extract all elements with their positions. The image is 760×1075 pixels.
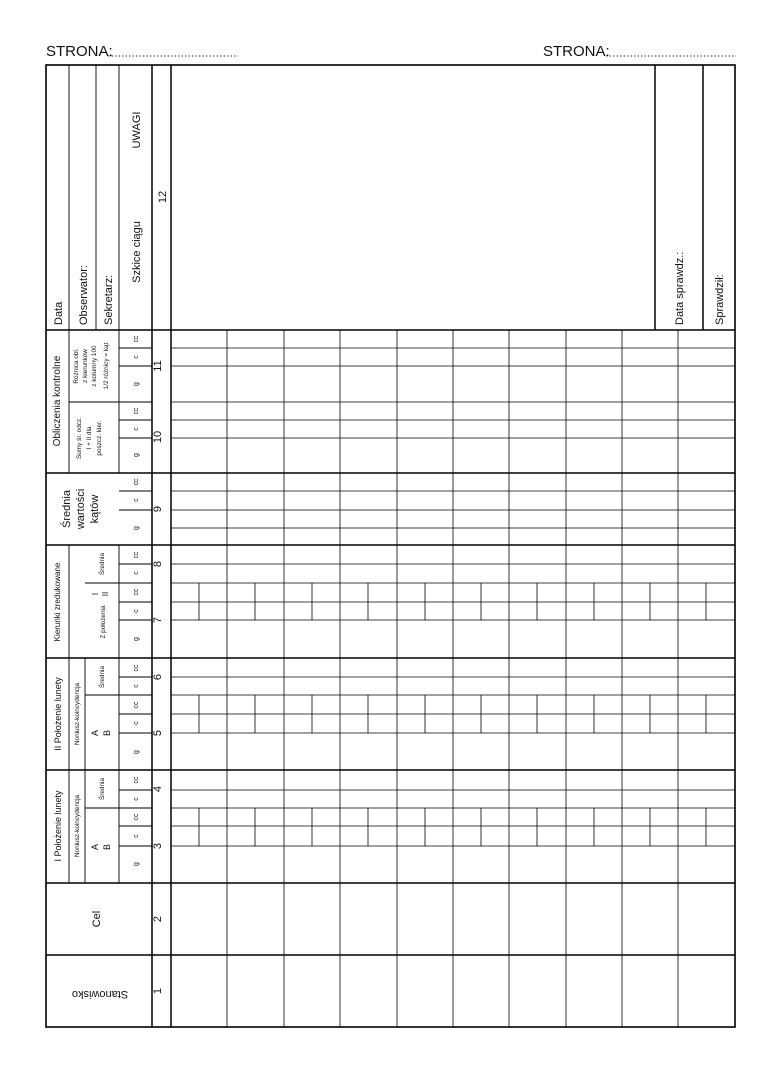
col-7-number: 7 [152,616,164,624]
col-12-number: 12 [157,190,169,204]
col-11-label-line-3: z kolumny 100 [91,345,98,387]
row-dividers [227,330,678,1027]
col-4-unit-cc: cc [133,776,140,784]
col-6-unit-cc: cc [133,664,140,672]
col-5-unit-c: c [133,721,140,725]
col-7-unit-c: c [133,609,140,613]
group-ii-title: II Położenie lunety [53,677,63,751]
col-10-label-line-1: Sumy śr. odcz. [76,417,83,459]
col-10-label-line-3: poszcz. kier. [96,420,103,456]
col-5-label-a: A [90,729,100,737]
group-reduced-title: Kierunki zredukowane [53,562,62,642]
col-9-label-line-1: Średnia [61,490,73,528]
col-4-number: 4 [152,785,164,793]
col-5-unit-cc: cc [133,701,140,709]
secretary-label: Sekretarz: [103,274,115,325]
col-8-unit-cc: cc [133,551,140,559]
col-11-number: 11 [152,360,164,372]
col-2-number: 2 [152,915,164,923]
col-3-label-b: B [102,843,112,851]
col-4-label: Średnia [99,777,106,801]
group-i-title: I Położenie lunety [53,790,63,862]
col-10-unit-c: c [133,427,140,431]
col-9-unit-c: c [133,498,140,502]
reading-split-ticks [199,583,706,846]
col-9-number: 9 [152,505,164,513]
col-9-label-line-3: kątów [89,494,101,524]
col-8-label: Średnia [99,552,106,576]
col-11-unit-c: c [133,355,140,359]
col-9-unit-cc: cc [133,478,140,486]
group-ii-subtitle: Noniusz-koincydencja [74,682,81,746]
col-7-label-from-position: Z położenia [100,605,107,639]
group-i-subtitle: Noniusz-koincydencja [74,794,81,858]
col-1-number: 1 [152,987,164,995]
col-3-label-a: A [90,843,100,851]
col-4-unit-c: c [133,797,140,801]
checked-by-label: Sprawdził: [714,274,726,325]
col-6-label: Średnia [99,665,106,689]
observer-label: Obserwator: [78,265,90,325]
col-6-unit-c: c [133,684,140,688]
col-7-unit-cc: cc [133,588,140,596]
col-3-unit-g: g [133,862,140,866]
right-page-label: STRONA: [543,43,610,60]
col-7-label-i: I [91,592,100,596]
col-8-number: 8 [152,560,164,568]
sketch-label: Szkice ciągu [131,221,143,283]
col-3-number: 3 [152,842,164,850]
col-9-label-line-2: wartości [75,488,87,530]
col-10-unit-cc: cc [133,407,140,415]
col-3-unit-c: c [133,834,140,838]
col-8-unit-c: c [133,571,140,575]
group-check-title: Obliczenia kontrolne [52,355,63,447]
check-date-label: Data sprawdz.: [674,251,686,325]
col-1-label: Stanowisko [71,988,129,1000]
sketch-area[interactable] [172,66,654,329]
col-7-label-ii: II [101,591,110,597]
col-6-number: 6 [152,673,164,681]
col-3-unit-cc: cc [133,813,140,821]
left-page-label: STRONA: [46,43,113,60]
col-11-label-line-4: 1/2 różnicy = kąt [103,342,110,390]
col-9-unit-g: g [133,526,140,530]
date-label: Data [53,301,65,325]
col-10-number: 10 [152,430,164,444]
col-10-unit-g: g [133,453,140,457]
col-2-label: Cel [91,910,103,928]
col-10-label-line-2: I + II dla [86,426,93,450]
col-5-unit-g: g [133,750,140,754]
col-5-label-b: B [102,729,112,737]
col-11-label-line-1: Różnica obl. [73,348,80,384]
col-7-unit-g: g [133,637,140,641]
col-11-unit-cc: cc [133,335,140,343]
col-11-unit-g: g [133,382,140,386]
remarks-label: UWAGI [131,111,143,149]
col-11-label-line-2: z kierunków [82,349,89,383]
col-5-number: 5 [152,729,164,737]
